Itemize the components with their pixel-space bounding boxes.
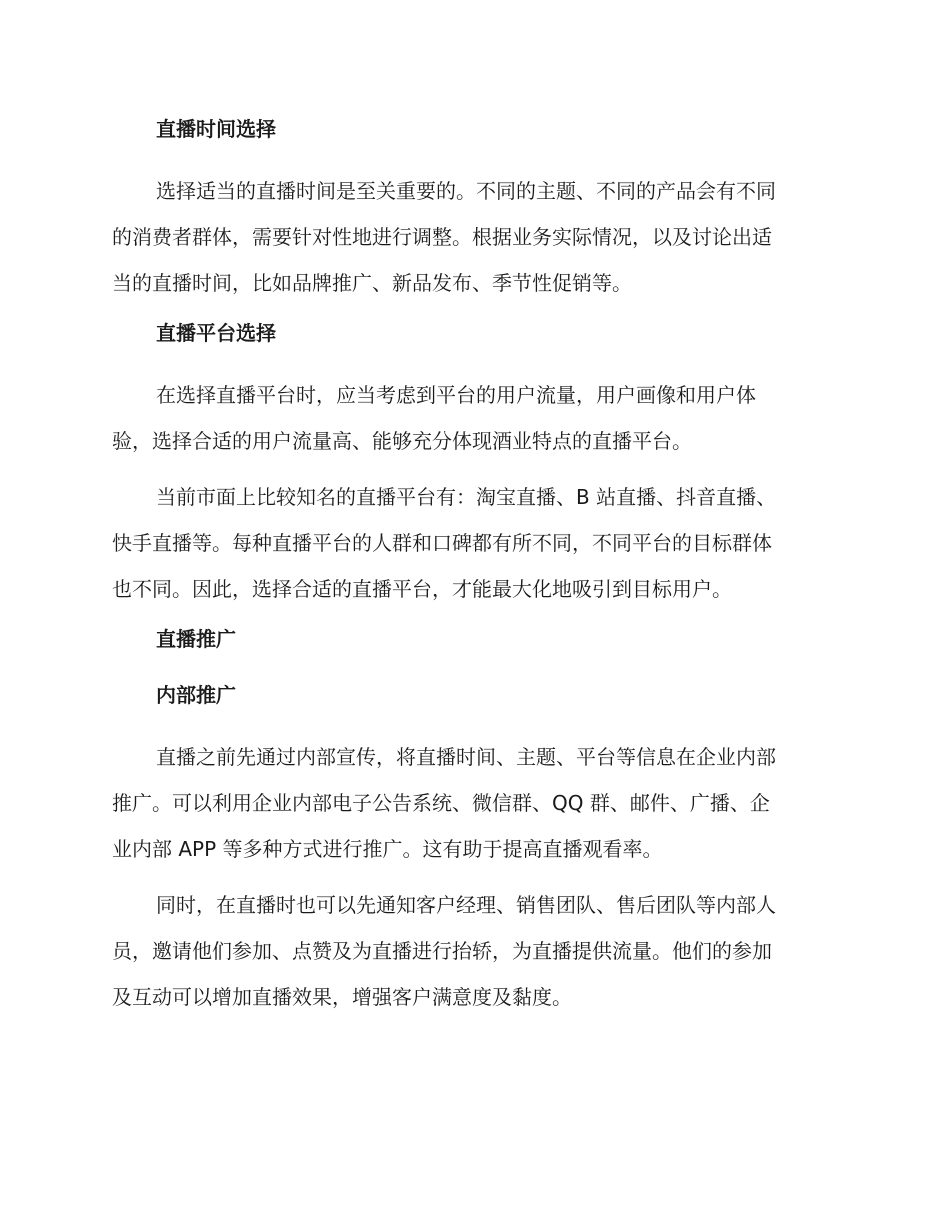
- paragraph-line: 也不同。因此，选择合适的直播平台，才能最大化地吸引到目标用户。: [112, 577, 732, 601]
- section-heading-internal-promotion: 内部推广: [156, 683, 236, 707]
- paragraph-line: 员，邀请他们参加、点赞及为直播进行抬轿，为直播提供流量。他们的参加: [112, 939, 772, 963]
- paragraph-line: 当的直播时间，比如品牌推广、新品发布、季节性促销等。: [112, 271, 632, 295]
- document-body: [112, 112, 832, 1030]
- paragraph-line: 业内部 APP 等多种方式进行推广。这有助于提高直播观看率。: [112, 837, 663, 861]
- section-heading-platform: 直播平台选择: [156, 321, 276, 345]
- section-heading-live-time: 直播时间选择: [156, 117, 276, 141]
- paragraph-line: 快手直播等。每种直播平台的人群和口碑都有所不同，不同平台的目标群体: [112, 531, 772, 555]
- paragraph-line: 在选择直播平台时，应当考虑到平台的用户流量，用户画像和用户体: [156, 383, 756, 407]
- section-heading-promotion: 直播推广: [156, 627, 236, 651]
- paragraph-line: 验，选择合适的用户流量高、能够充分体现酒业特点的直播平台。: [112, 429, 692, 453]
- paragraph-line: 及互动可以增加直播效果，增强客户满意度及黏度。: [112, 985, 572, 1009]
- paragraph-line: 同时，在直播时也可以先通知客户经理、销售团队、售后团队等内部人: [156, 893, 776, 917]
- paragraph-line: 的消费者群体，需要针对性地进行调整。根据业务实际情况，以及讨论出适: [112, 225, 772, 249]
- paragraph-live-time-1: [112, 168, 832, 306]
- paragraph-platform-2: [112, 474, 832, 612]
- paragraph-line: 直播之前先通过内部宣传，将直播时间、主题、平台等信息在企业内部: [156, 745, 776, 769]
- paragraph-internal-2: [112, 882, 832, 1020]
- paragraph-line: 推广。可以利用企业内部电子公告系统、微信群、QQ 群、邮件、广播、企: [112, 791, 770, 815]
- paragraph-platform-1: [112, 372, 832, 464]
- paragraph-internal-1: [112, 734, 832, 872]
- paragraph-line: 当前市面上比较知名的直播平台有：淘宝直播、B 站直播、抖音直播、: [156, 485, 777, 509]
- paragraph-line: 选择适当的直播时间是至关重要的。不同的主题、不同的产品会有不同: [156, 179, 776, 203]
